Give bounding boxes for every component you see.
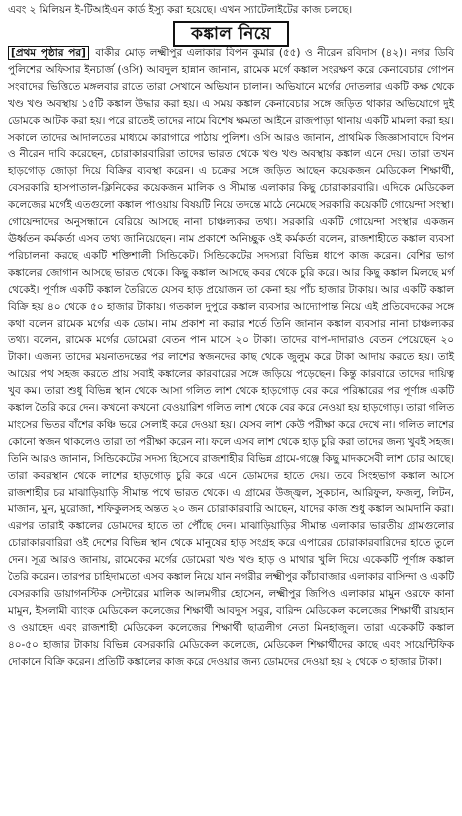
article-text: বাকীর মোড় লক্ষ্মীপুর এলাকার বিপন কুমার (৫৫) ও নীরেন রবিদাস (৪২)। নগর ডিবি পুলিশের অফিসার ইনচার্জ (ওসি) আবদুল হান্নান জানান, রামেক মর্গে কঙ্কাল সংরক্ষণ করে কেনাবেচার গোপন সংবাদের ভিত্তিতে মঙ্গলবার রাতে তারা সেখানে অভিযান চালান। অভিযানে মর্গের দোতলার একটি কক্ষ থেকে খণ্ড খণ্ড অবস্থায় ১৫টি কঙ্কাল উদ্ধার করা হয়। এ সময় কঙ্কাল কেনাবেচার সঙ্গে জড়িত থাকার অভিযোগে দুই ডোমকে আটক করা হয়। পরে রাতেই তাদের নামে বিশেষ ক্ষমতা আইনে রাজপাড়া থানায় একটি মামলা করা হয়। সকালে তাদের আদালতের মাধ্যমে কারাগারে পাঠায় পুলিশ। ওসি আরও জানান, প্রাথমিক জিজ্ঞাসাবাদে বিপন ও নীরেন দাবি করেছেন, চোরাকারবারিরা তাদের ভারত থেকে খণ্ড খণ্ড অবস্থায় কঙ্কাল এনে দেয়। তারা তখন হাড়গোড় জোড়া দিয়ে বিক্রির ব্যবস্থা করেন। এ চক্রের সঙ্গে জড়িত আছেন কয়েকজন মেডিকেল শিক্ষার্থী, বেসরকারি হাসপাতাল-ক্লিনিকের কয়েকজন মালিক ও সীমান্ত এলাকার কিছু চোরাকারবারি। এদিকে মেডিকেল কলেজের মর্গেই এতগুলো কঙ্কাল পাওয়ায় বিষয়টি নিয়ে তদন্তে মাঠে নেমেছে সরকারি কয়েকটি গোয়েন্দা সংস্থা। গোয়েন্দাদের অনুসন্ধানে বেরিয়ে আসছে নানা চাঞ্চল্যকর তথ্য। সরকারি একটি গোয়েন্দা সংস্থার একজন ঊর্ধ্বতন কর্মকর্তা এসব তথ্য জানিয়েছেন। নাম প্রকাশে অনিচ্ছুক ওই কর্মকর্তা বলেন, রাজশাহীতে কঙ্কাল ব্যবসা পরিচালনা করছে একটি শক্তিশালী সিন্ডিকেট। সিন্ডিকেটের সদস্যরা বিভিন্ন ধাপে কাজ করেন। বেশির ভাগ কঙ্কালের জোগান আসছে ভারত থেকে। কিছু কঙ্কাল আসছে কবর থেকে চুরি করে। আর কিছু কঙ্কাল মিলছে মর্গ থেকেই। পূর্ণাঙ্গ একটি কঙ্কাল তৈরিতে যেসব হাড় প্রয়োজন তা কেনা হয় পাঁচ হাজার টাকায়। আর একটি কঙ্কাল বিক্রি হয় ৪০ থেকে ৫০ হাজার টাকায়। গতকাল দুপুরে কঙ্কাল ব্যবসার আদ্যোপান্ত নিয়ে এই প্রতিবেদকের সঙ্গে কথা বলেন রামেক মর্গের এক ডোম। নাম প্রকাশ না করার শর্তে তিনি জানান কঙ্কাল ব্যবসার নানা চাঞ্চল্যকর তথ্য। বলেন, রামেক মর্গের ডোমেরা বেতন পান মাসে ২০ টাকা। তাদের বাপ-দাদারাও বেতন পেয়েছেন ২০ টাকা। এজন্য তাদের ময়নাতদন্তের পর লাশের স্বজনদের কাছ থেকে জুলুম করে টাকা আদায় করতে হয়। তাই আয়ের পথ সহজ করতে প্রায় সবাই কঙ্কালের কারবারের সঙ্গে জড়িয়ে পড়েছেন। কিন্তু কারবারে তাদের দায়িত্ব খুব কম। তারা শুধু বিভিন্ন স্থান থেকে আসা গলিত লাশ থেকে হাড়গোড় বের করে পরিষ্কারের পর পূর্ণাঙ্গ একটি কঙ্কাল তৈরি করে দেন। কখনো কখনো বেওয়ারিশ গলিত লাশ থেকে বের করে নেওয়া হয় হাড়গোড়। তারা গলিত মাংসের ভিতর বাঁশের কঞ্চি ভরে সেলাই করে দেওয়া হয়। যেসব লাশ কেউ পরীক্ষা করে দেখে না। গলিত লাশের কোনো স্বজন থাকলেও তারা তা পরীক্ষা করেন না। ফলে এসব লাশ থেকে হাড় চুরি করা তাদের জন্য খুবই সহজ। তিনি আরও জানান, সিন্ডিকেটের সদস্য হিসেবে রাজশাহীর বিভিন্ন গ্রামে-গঞ্জে কিছু মাদকসেবী লাশ চোর আছে। তারা কবরস্থান থেকে লাশের হাড়গোড় চুরি করে এনে ডোমদের হাতে দেয়। তবে সিংহভাগ কঙ্কাল আসে রাজশাহীর চর মাঝাড়িয়াড়ি সীমান্ত পথে ভারত থেকে। এ গ্রামের উজ্জ্বল, সুকচান, আরিফুল, ফজলু, লিটন, মাজান, মুন, মুরোজা, শফিকুলসহ অন্তত ২০ জন চোরাকারবারি আছেন, যাদের কাজ শুধু কঙ্কাল আমদানি করা। এরপর তারাই কঙ্কালের ডোমদের হাতে তা পৌঁছে দেন। মাঝাড়িয়াড়ির সীমান্ত এলাকার ভারতীয় গ্রামগুলোর চোরাকারবারিরা ওই দেশের বিভিন্ন স্থান থেকে মানুষের হাড় সংগ্রহ করে এপারের চোরাকারবারিদের হাতে তুলে দেন। সূত্র আরও জানায়, রামেকের মর্গের ডোমেরা খণ্ড খণ্ড হাড় ও মাথার খুলি দিয়ে একেকটি পূর্ণাঙ্গ কঙ্কাল তৈরি করেন। তারপর চাহিদামতো এসব কঙ্কাল নিয়ে যান নগরীর লক্ষ্মীপুর কাঁচাবাজার এলাকার বাসিন্দা ও একটি বেসরকারি ডায়াগনস্টিক সেন্টারের মালিক আলমগীর হোসেন, লক্ষ্মীপুর জিপিও এলাকার মামুন ওরফে কানা মামুন, ইসলামী ব্যাংক মেডিকেল কলেজের শিক্ষার্থী আবদুস সবুর, বারিন্দ মেডিকেল কলেজের শিক্ষার্থী রায়হান ও ওয়াহেদ এবং রাজশাহী মেডিকেল কলেজের শিক্ষার্থী ছাত্রলীগ নেতা মিনহাজুল। তারা একেকটি কঙ্কাল ৪০-৫০ হাজার টাকায় বিভিন্ন বেসরকারি মেডিকেল কলেজে, মেডিকেল শিক্ষার্থীদের কাছে এবং সায়েন্টিফিক দোকানে বিক্রি করেন। প্রতিটি কঙ্কালের কাজ করে দেওয়ার জন্য ডোমদের দেওয়া হয় ২ থেকে ৩ হাজার টাকা।	[8, 47, 454, 668]
headline: কঙ্কাল নিয়ে	[173, 21, 289, 47]
article-body	[8, 45, 454, 671]
previous-article-tail: এবং ২ মিলিয়ন ই-টিআইএন কার্ড ইস্যু করা হয়েছে। এখন স্যাটেলাইটের কাজ চলছে।	[8, 4, 353, 16]
headline-container	[8, 21, 454, 45]
continuation-label: [প্রথম পৃষ্ঠার পর]	[8, 46, 89, 60]
